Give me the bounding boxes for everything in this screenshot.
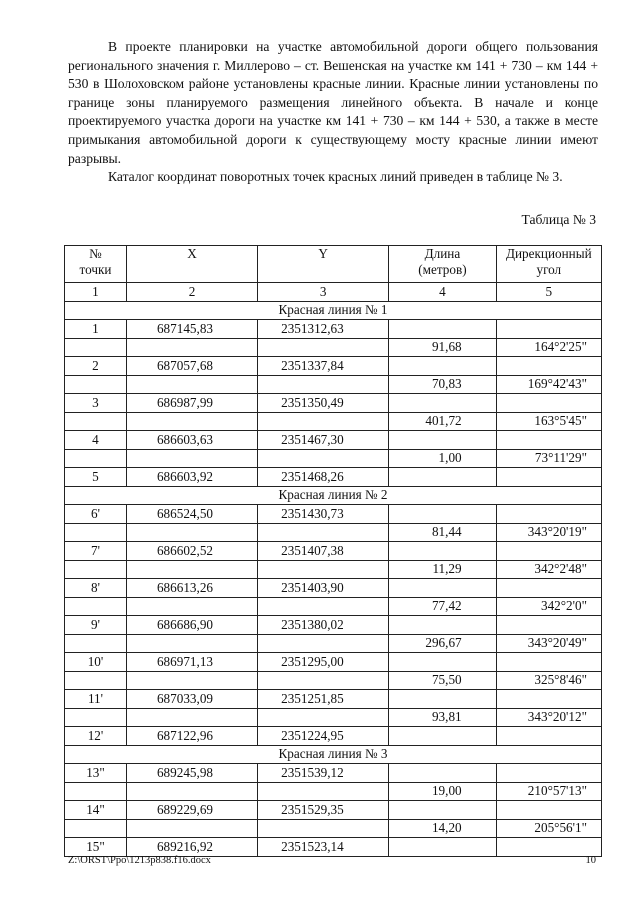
angle-cell: [496, 616, 601, 635]
point-number-cell: 3: [65, 394, 127, 413]
angle-cell: [496, 357, 601, 376]
x-coordinate-cell: [126, 819, 257, 838]
y-coordinate-cell: [258, 819, 389, 838]
angle-cell: [496, 394, 601, 413]
point-number-cell: [65, 449, 127, 468]
length-cell: [389, 838, 496, 857]
angle-cell: 164°2'25": [496, 338, 601, 357]
point-number-cell: 7': [65, 542, 127, 561]
angle-cell: [496, 542, 601, 561]
x-coordinate-cell: 686602,52: [126, 542, 257, 561]
y-coordinate-cell: [258, 375, 389, 394]
x-coordinate-cell: [126, 560, 257, 579]
table-row: [65, 449, 602, 468]
point-number-cell: [65, 634, 127, 653]
x-coordinate-cell: [126, 338, 257, 357]
point-number-cell: [65, 523, 127, 542]
length-cell: 401,72: [389, 412, 496, 431]
table-row: [65, 671, 602, 690]
y-coordinate-cell: [258, 560, 389, 579]
y-coordinate-cell: 2351251,85: [258, 690, 389, 709]
y-coordinate-cell: 2351468,26: [258, 468, 389, 487]
x-coordinate-cell: [126, 671, 257, 690]
x-coordinate-cell: 689216,92: [126, 838, 257, 857]
angle-cell: 169°42'43": [496, 375, 601, 394]
x-coordinate-cell: 686603,92: [126, 468, 257, 487]
length-cell: 93,81: [389, 708, 496, 727]
angle-cell: 163°5'45": [496, 412, 601, 431]
y-coordinate-cell: [258, 338, 389, 357]
group-title: Красная линия № 2: [65, 486, 602, 505]
point-number-cell: [65, 338, 127, 357]
angle-cell: [496, 320, 601, 339]
point-number-cell: 12': [65, 727, 127, 746]
length-cell: [389, 653, 496, 672]
y-coordinate-cell: [258, 634, 389, 653]
angle-cell: [496, 838, 601, 857]
table-row: [65, 394, 602, 413]
group-row: [65, 301, 602, 320]
y-coordinate-cell: 2351539,12: [258, 764, 389, 783]
length-cell: [389, 801, 496, 820]
table-row: [65, 819, 602, 838]
length-cell: [389, 431, 496, 450]
paragraph-catalog: Каталог координат поворотных точек красных линий приведен в таблице № 3.: [108, 169, 563, 185]
group-title: Красная линия № 1: [65, 301, 602, 320]
group-row: [65, 745, 602, 764]
length-cell: [389, 505, 496, 524]
length-cell: 75,50: [389, 671, 496, 690]
point-number-cell: [65, 597, 127, 616]
angle-cell: 343°20'19": [496, 523, 601, 542]
table-row: [65, 412, 602, 431]
point-number-cell: [65, 412, 127, 431]
table-row: [65, 597, 602, 616]
x-coordinate-cell: [126, 412, 257, 431]
table-row: [65, 375, 602, 394]
table-row: [65, 616, 602, 635]
angle-cell: [496, 505, 601, 524]
table-row: [65, 579, 602, 598]
group-row: [65, 486, 602, 505]
angle-cell: 210°57'13": [496, 782, 601, 801]
length-cell: 81,44: [389, 523, 496, 542]
header-length: [389, 246, 496, 283]
angle-cell: [496, 653, 601, 672]
length-cell: 91,68: [389, 338, 496, 357]
y-coordinate-cell: [258, 449, 389, 468]
table-row: [65, 708, 602, 727]
length-cell: 70,83: [389, 375, 496, 394]
angle-cell: 325°8'46": [496, 671, 601, 690]
footer-page-number: 10: [585, 855, 596, 866]
table-row: [65, 357, 602, 376]
angle-cell: 342°2'48": [496, 560, 601, 579]
point-number-cell: 15": [65, 838, 127, 857]
table-body: [65, 301, 602, 856]
header-point-number: [65, 246, 127, 283]
table-row: [65, 782, 602, 801]
point-number-cell: 8': [65, 579, 127, 598]
x-coordinate-cell: 686613,26: [126, 579, 257, 598]
x-coordinate-cell: 687122,96: [126, 727, 257, 746]
angle-cell: 342°2'0": [496, 597, 601, 616]
column-number: 1: [65, 283, 127, 302]
length-cell: 19,00: [389, 782, 496, 801]
group-title: Красная линия № 3: [65, 745, 602, 764]
paragraph-intro: В проекте планировки на участке автомобильной дороги общего пользования регионального значения г. Миллерово – ст. Вешенская на участке км 141 + 730 – км 144 + 530 в Шолоховском районе установлены красные линии. Красные линии установлены по границе зоны планируемого размещения линейного объекта. В начале и конце проектируемого участка дороги на участке км 141 + 730 – км 144 + 530, а также в месте примыкания автомобильной дороги к существующему мосту красные линии имеют разрывы.: [68, 39, 598, 166]
point-number-cell: 5: [65, 468, 127, 487]
x-coordinate-cell: [126, 523, 257, 542]
column-number: 5: [496, 283, 601, 302]
x-coordinate-cell: [126, 597, 257, 616]
point-number-cell: 10': [65, 653, 127, 672]
point-number-cell: [65, 375, 127, 394]
angle-cell: [496, 468, 601, 487]
y-coordinate-cell: 2351430,73: [258, 505, 389, 524]
x-coordinate-cell: 686603,63: [126, 431, 257, 450]
length-cell: [389, 616, 496, 635]
table-row: [65, 653, 602, 672]
length-cell: 296,67: [389, 634, 496, 653]
x-coordinate-cell: 686987,99: [126, 394, 257, 413]
column-number: 3: [258, 283, 389, 302]
y-coordinate-cell: 2351407,38: [258, 542, 389, 561]
x-coordinate-cell: 687033,09: [126, 690, 257, 709]
table-row: [65, 542, 602, 561]
header-x-text: X: [187, 246, 197, 261]
angle-cell: [496, 579, 601, 598]
point-number-cell: [65, 671, 127, 690]
x-coordinate-cell: 686686,90: [126, 616, 257, 635]
x-coordinate-cell: 689229,69: [126, 801, 257, 820]
x-coordinate-cell: 686524,50: [126, 505, 257, 524]
y-coordinate-cell: [258, 708, 389, 727]
table-caption: Таблица № 3: [521, 212, 596, 227]
y-coordinate-cell: 2351312,63: [258, 320, 389, 339]
point-number-cell: [65, 560, 127, 579]
x-coordinate-cell: 687145,83: [126, 320, 257, 339]
table-row: [65, 468, 602, 487]
y-coordinate-cell: [258, 782, 389, 801]
angle-cell: [496, 764, 601, 783]
point-number-cell: 6': [65, 505, 127, 524]
footer-file-path: Z:\ORST\Ppo\1213p838.f16.docx: [68, 855, 211, 866]
y-coordinate-cell: [258, 597, 389, 616]
y-coordinate-cell: 2351467,30: [258, 431, 389, 450]
length-cell: [389, 468, 496, 487]
angle-cell: 343°20'12": [496, 708, 601, 727]
header-y-text: Y: [318, 246, 328, 261]
table-row: [65, 523, 602, 542]
table-row: [65, 727, 602, 746]
point-number-cell: [65, 819, 127, 838]
table-row: [65, 634, 602, 653]
point-number-cell: 9': [65, 616, 127, 635]
x-coordinate-cell: 686971,13: [126, 653, 257, 672]
header-y: [258, 246, 389, 283]
x-coordinate-cell: 689245,98: [126, 764, 257, 783]
y-coordinate-cell: 2351529,35: [258, 801, 389, 820]
y-coordinate-cell: [258, 671, 389, 690]
y-coordinate-cell: 2351523,14: [258, 838, 389, 857]
table-row: [65, 838, 602, 857]
table-row: [65, 690, 602, 709]
length-cell: 1,00: [389, 449, 496, 468]
length-cell: 11,29: [389, 560, 496, 579]
point-number-cell: 14": [65, 801, 127, 820]
body-text: [68, 38, 598, 187]
column-number: 4: [389, 283, 496, 302]
angle-cell: [496, 727, 601, 746]
point-number-cell: 11': [65, 690, 127, 709]
point-number-cell: 2: [65, 357, 127, 376]
y-coordinate-cell: 2351295,00: [258, 653, 389, 672]
table-row: [65, 801, 602, 820]
header-length-text: Длина (метров): [418, 246, 467, 277]
length-cell: [389, 764, 496, 783]
table-row: [65, 764, 602, 783]
y-coordinate-cell: 2351224,95: [258, 727, 389, 746]
point-number-cell: 1: [65, 320, 127, 339]
angle-cell: 205°56'1": [496, 819, 601, 838]
angle-cell: [496, 690, 601, 709]
length-cell: 77,42: [389, 597, 496, 616]
angle-cell: [496, 431, 601, 450]
point-number-cell: [65, 782, 127, 801]
x-coordinate-cell: 687057,68: [126, 357, 257, 376]
y-coordinate-cell: [258, 523, 389, 542]
length-cell: [389, 394, 496, 413]
header-angle-text: Дирекционный угол: [505, 246, 592, 277]
x-coordinate-cell: [126, 782, 257, 801]
point-number-cell: 4: [65, 431, 127, 450]
length-cell: [389, 357, 496, 376]
y-coordinate-cell: 2351403,90: [258, 579, 389, 598]
angle-cell: [496, 801, 601, 820]
length-cell: [389, 727, 496, 746]
header-x: [126, 246, 257, 283]
angle-cell: 73°11'29": [496, 449, 601, 468]
table-row: [65, 431, 602, 450]
y-coordinate-cell: 2351380,02: [258, 616, 389, 635]
x-coordinate-cell: [126, 375, 257, 394]
column-number: 2: [126, 283, 257, 302]
length-cell: 14,20: [389, 819, 496, 838]
length-cell: [389, 542, 496, 561]
x-coordinate-cell: [126, 708, 257, 727]
header-point-number-text: № точки: [79, 246, 112, 277]
length-cell: [389, 579, 496, 598]
x-coordinate-cell: [126, 449, 257, 468]
table-row: [65, 338, 602, 357]
column-number-row: [65, 283, 602, 302]
y-coordinate-cell: 2351337,84: [258, 357, 389, 376]
y-coordinate-cell: [258, 412, 389, 431]
length-cell: [389, 690, 496, 709]
table-row: [65, 320, 602, 339]
table-row: [65, 505, 602, 524]
table-header-row: [65, 246, 602, 283]
angle-cell: 343°20'49": [496, 634, 601, 653]
x-coordinate-cell: [126, 634, 257, 653]
length-cell: [389, 320, 496, 339]
coordinates-table: [64, 245, 602, 857]
table-row: [65, 560, 602, 579]
y-coordinate-cell: 2351350,49: [258, 394, 389, 413]
point-number-cell: [65, 708, 127, 727]
point-number-cell: 13": [65, 764, 127, 783]
header-angle: [496, 246, 601, 283]
